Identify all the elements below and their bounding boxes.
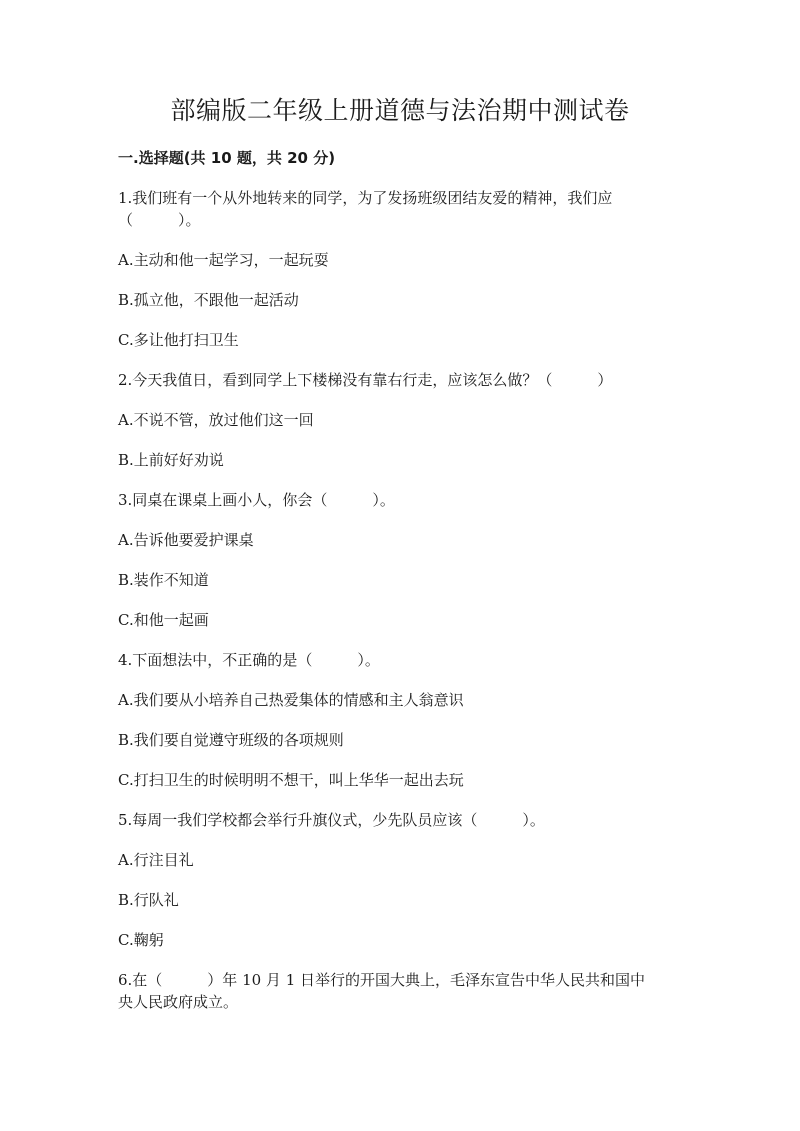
question-2-option-b (118, 449, 684, 471)
question-3-stem (118, 489, 684, 511)
question-stem-line: 5.每周一我们学校都会举行升旗仪式，少先队员应该（ ）。 (118, 811, 545, 829)
question-stem-line: 央人民政府成立。 (118, 993, 239, 1011)
question-1-option-b (118, 289, 684, 311)
question-2-stem (118, 369, 684, 391)
question-stem-line: 2.今天我值日，看到同学上下楼梯没有靠右行走，应该怎么做？（ ） (118, 371, 613, 389)
option-text: C.鞠躬 (118, 931, 164, 949)
option-text: A.不说不管，放过他们这一回 (118, 411, 314, 429)
option-text: B.装作不知道 (118, 571, 209, 589)
option-text: A.告诉他要爱护课桌 (118, 531, 254, 549)
question-2-option-a (118, 409, 684, 431)
option-text: C.多让他打扫卫生 (118, 331, 239, 349)
option-text: C.打扫卫生的时候明明不想干，叫上华华一起出去玩 (118, 771, 464, 789)
question-stem-line: （ ）。 (118, 211, 201, 229)
question-1-stem (118, 187, 684, 231)
section-heading: 一.选择题(共 10 题，共 20 分) (118, 149, 336, 167)
option-text: B.我们要自觉遵守班级的各项规则 (118, 731, 344, 749)
option-text: A.行注目礼 (118, 851, 194, 869)
question-5-option-c (118, 929, 684, 951)
question-stem-line: 4.下面想法中，不正确的是（ ）。 (118, 651, 380, 669)
question-3-option-b (118, 569, 684, 591)
option-text: B.上前好好劝说 (118, 451, 224, 469)
page-title: 部编版二年级上册道德与法治期中测试卷 (170, 96, 630, 125)
question-stem-line: 3.同桌在课桌上画小人，你会（ ）。 (118, 491, 395, 509)
question-5-option-b (118, 889, 684, 911)
option-text: B.行队礼 (118, 891, 179, 909)
question-4-stem (118, 649, 684, 671)
question-1-option-a (118, 249, 684, 271)
question-stem-line: 6.在（ ）年 10 月 1 日举行的开国大典上，毛泽东宣告中华人民共和国中 (118, 971, 646, 989)
option-text: A.我们要从小培养自己热爱集体的情感和主人翁意识 (118, 691, 464, 709)
question-1-option-c (118, 329, 684, 351)
question-4-option-b (118, 729, 684, 751)
option-text: A.主动和他一起学习，一起玩耍 (118, 251, 329, 269)
question-stem-line: 1.我们班有一个从外地转来的同学，为了发扬班级团结友爱的精神，我们应 (118, 189, 613, 207)
question-list (118, 187, 684, 1031)
question-6-stem (118, 969, 684, 1013)
question-3-option-c (118, 609, 684, 631)
question-4-option-c (118, 769, 684, 791)
option-text: B.孤立他，不跟他一起活动 (118, 291, 299, 309)
question-5-stem (118, 809, 684, 831)
question-4-option-a (118, 689, 684, 711)
option-text: C.和他一起画 (118, 611, 209, 629)
question-3-option-a (118, 529, 684, 551)
question-5-option-a (118, 849, 684, 871)
